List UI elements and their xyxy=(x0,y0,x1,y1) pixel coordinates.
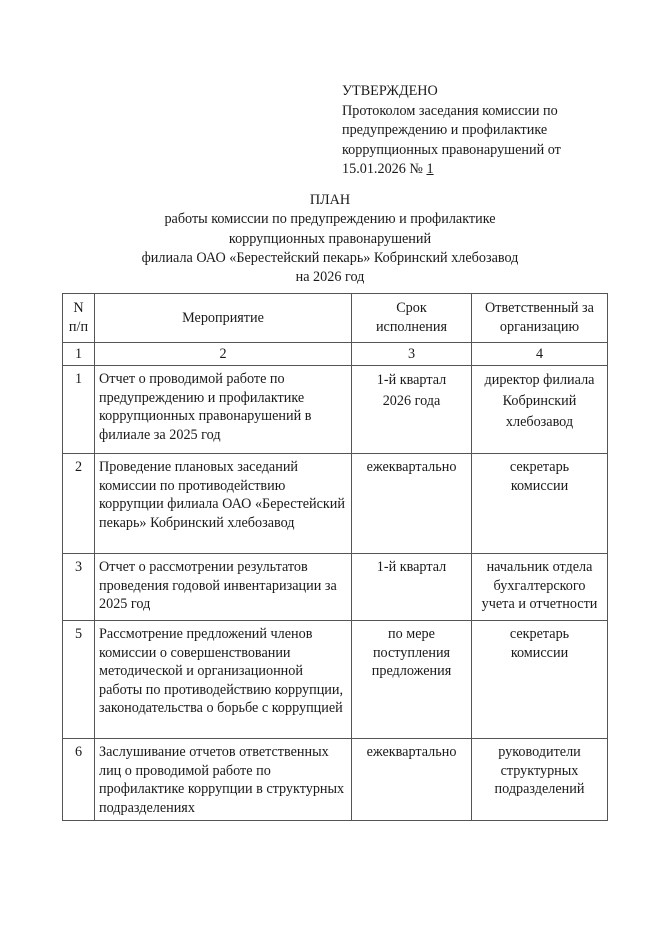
row-activity: Рассмотрение предложений членов комиссии о совершенствовании методической и организационной работы по противодействию коррупции, законодательства о борьбе с коррупцией xyxy=(95,621,352,739)
row-number: 5 xyxy=(63,621,95,739)
approval-date-line xyxy=(342,160,612,180)
row-activity: Заслушивание отчетов ответственных лиц о проводимой работе по профилактике коррупции в структурных подразделениях xyxy=(95,739,352,821)
header-activity: Мероприятие xyxy=(95,294,352,343)
row-number: 3 xyxy=(63,554,95,621)
table-header-row xyxy=(63,294,608,343)
row-term: 1-й квартал xyxy=(352,554,472,621)
protocol-number: 1 xyxy=(426,161,434,177)
table-row xyxy=(63,454,608,554)
row-term: ежеквартально xyxy=(352,739,472,821)
title-plan: ПЛАН xyxy=(309,192,351,208)
row-term: ежеквартально xyxy=(352,454,472,554)
title-organization: филиала ОАО «Берестейский пекарь» Кобринский хлебозавод xyxy=(141,249,519,266)
column-index: 1 xyxy=(63,343,95,366)
header-responsible: Ответственный за организацию xyxy=(472,294,608,343)
approval-text-line: предупреждению и профилактике xyxy=(342,122,548,138)
column-index: 3 xyxy=(352,343,472,366)
table-row xyxy=(63,739,608,821)
table-row xyxy=(63,366,608,454)
row-term: 1-й квартал 2026 года xyxy=(352,366,472,454)
column-index-row xyxy=(63,343,608,366)
title-line: работы комиссии по предупреждению и профилактике xyxy=(164,211,496,228)
title-line: коррупционных правонарушений xyxy=(228,230,432,247)
approval-heading: УТВЕРЖДЕНО xyxy=(342,83,438,99)
row-term: по мере поступления предложения xyxy=(352,621,472,739)
row-activity: Проведение плановых заседаний комиссии по противодействию коррупции филиала ОАО «Берестейский пекарь» Кобринский хлебозавод xyxy=(95,454,352,554)
plan-table xyxy=(62,293,608,821)
row-number: 6 xyxy=(63,739,95,821)
row-responsible: секретарь комиссии xyxy=(472,454,608,554)
row-responsible: секретарь комиссии xyxy=(472,621,608,739)
approval-text-line: Протоколом заседания комиссии по xyxy=(342,102,558,119)
row-responsible: начальник отдела бухгалтерского учета и отчетности xyxy=(472,554,608,621)
row-number: 2 xyxy=(63,454,95,554)
row-activity: Отчет о рассмотрении результатов проведения годовой инвентаризации за 2025 год xyxy=(95,554,352,621)
column-index: 4 xyxy=(472,343,608,366)
approval-stamp xyxy=(342,82,612,180)
approval-date: 15.01.2026 № xyxy=(342,161,427,177)
table-row xyxy=(63,621,608,739)
row-activity: Отчет о проводимой работе по предупреждению и профилактике коррупционных правонарушений в филиале за 2025 год xyxy=(95,366,352,454)
table-row xyxy=(63,554,608,621)
approval-text-line: коррупционных правонарушений от xyxy=(342,141,561,158)
header-term: Срок исполнения xyxy=(352,294,472,343)
row-responsible: руководители структурных подразделений xyxy=(472,739,608,821)
row-responsible: директор филиала Кобринский хлебозавод xyxy=(472,366,608,454)
document-title xyxy=(0,191,660,287)
row-number: 1 xyxy=(63,366,95,454)
title-year: на 2026 год xyxy=(295,269,365,286)
header-number: N п/п xyxy=(63,294,95,343)
column-index: 2 xyxy=(95,343,352,366)
